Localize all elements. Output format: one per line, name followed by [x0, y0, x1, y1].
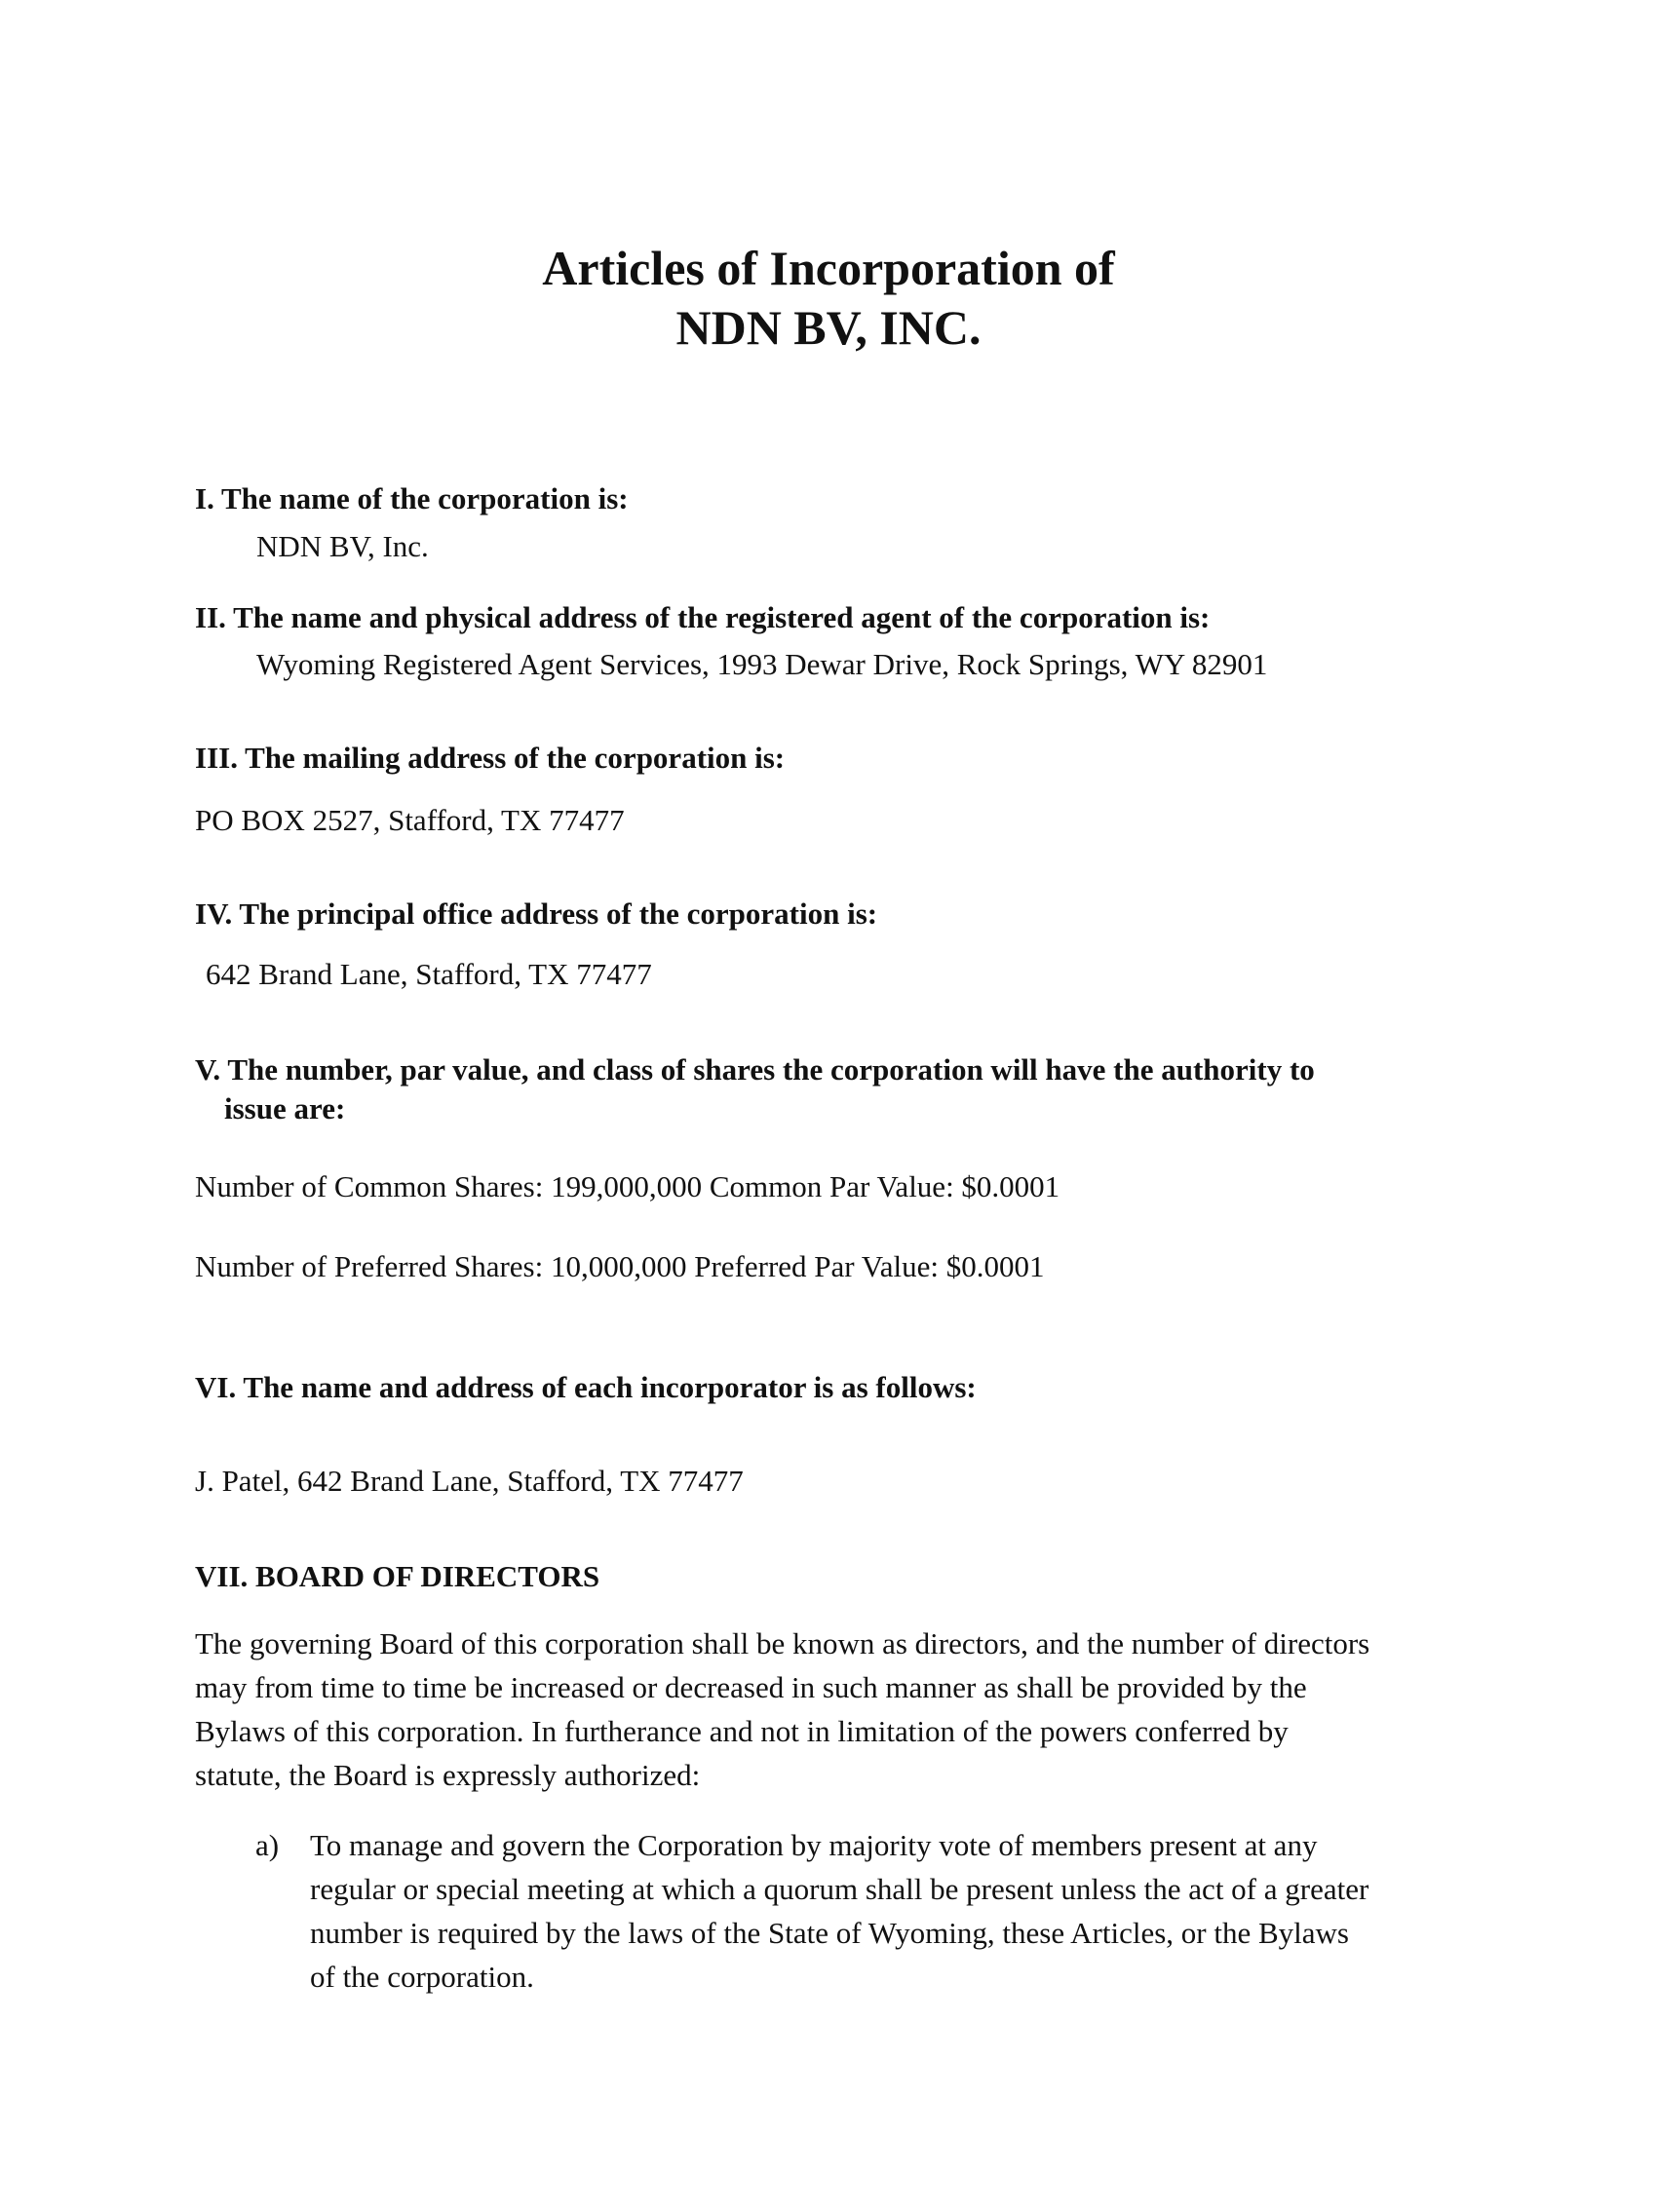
board-paragraph — [195, 1621, 1482, 1797]
list-item-a-body — [310, 1823, 1480, 1999]
section-5-heading — [195, 1050, 1482, 1128]
section-7-heading: VII. BOARD OF DIRECTORS — [195, 1559, 600, 1593]
board-paragraph-line: statute, the Board is expressly authorized: — [195, 1758, 701, 1792]
section-2-value: Wyoming Registered Agent Services, 1993 Dewar Drive, Rock Springs, WY 82901 — [256, 647, 1268, 681]
section-1-heading: I. The name of the corporation is: — [195, 481, 629, 515]
section-2-heading: II. The name and physical address of the registered agent of the corporation is: — [195, 600, 1211, 634]
section-6-value: J. Patel, 642 Brand Lane, Stafford, TX 77477 — [195, 1464, 744, 1498]
list-item-a-line: of the corporation. — [310, 1960, 534, 1994]
document-title-line2: NDN BV, INC. — [675, 300, 982, 355]
section-5-heading-line2: issue are: — [224, 1091, 346, 1125]
section-5-heading-line1: V. The number, par value, and class of shares the corporation will have the authority to — [195, 1052, 1315, 1087]
section-3-value: PO BOX 2527, Stafford, TX 77477 — [195, 803, 625, 837]
board-paragraph-line: Bylaws of this corporation. In furtherance and not in limitation of the powers conferred by — [195, 1714, 1289, 1748]
list-item-a-line: number is required by the laws of the State of Wyoming, these Articles, or the Bylaws — [310, 1916, 1349, 1950]
board-paragraph-line: may from time to time be increased or decreased in such manner as shall be provided by the — [195, 1670, 1307, 1704]
common-shares-line: Number of Common Shares: 199,000,000 Common Par Value: $0.0001 — [195, 1169, 1060, 1203]
section-1-value: NDN BV, Inc. — [256, 529, 429, 563]
document-title-line1: Articles of Incorporation of — [542, 241, 1115, 295]
preferred-shares-line: Number of Preferred Shares: 10,000,000 Preferred Par Value: $0.0001 — [195, 1249, 1045, 1283]
list-item-a-line: To manage and govern the Corporation by majority vote of members present at any — [310, 1828, 1318, 1862]
section-3-heading: III. The mailing address of the corporation is: — [195, 741, 786, 775]
list-item-a-marker: a) — [255, 1828, 280, 1862]
section-4-heading: IV. The principal office address of the corporation is: — [195, 896, 878, 931]
section-4-value: 642 Brand Lane, Stafford, TX 77477 — [206, 957, 652, 991]
section-6-heading: VI. The name and address of each incorporator is as follows: — [195, 1370, 977, 1404]
list-item-a-line: regular or special meeting at which a quorum shall be present unless the act of a greater — [310, 1872, 1369, 1906]
board-paragraph-line: The governing Board of this corporation shall be known as directors, and the number of directors — [195, 1626, 1370, 1660]
